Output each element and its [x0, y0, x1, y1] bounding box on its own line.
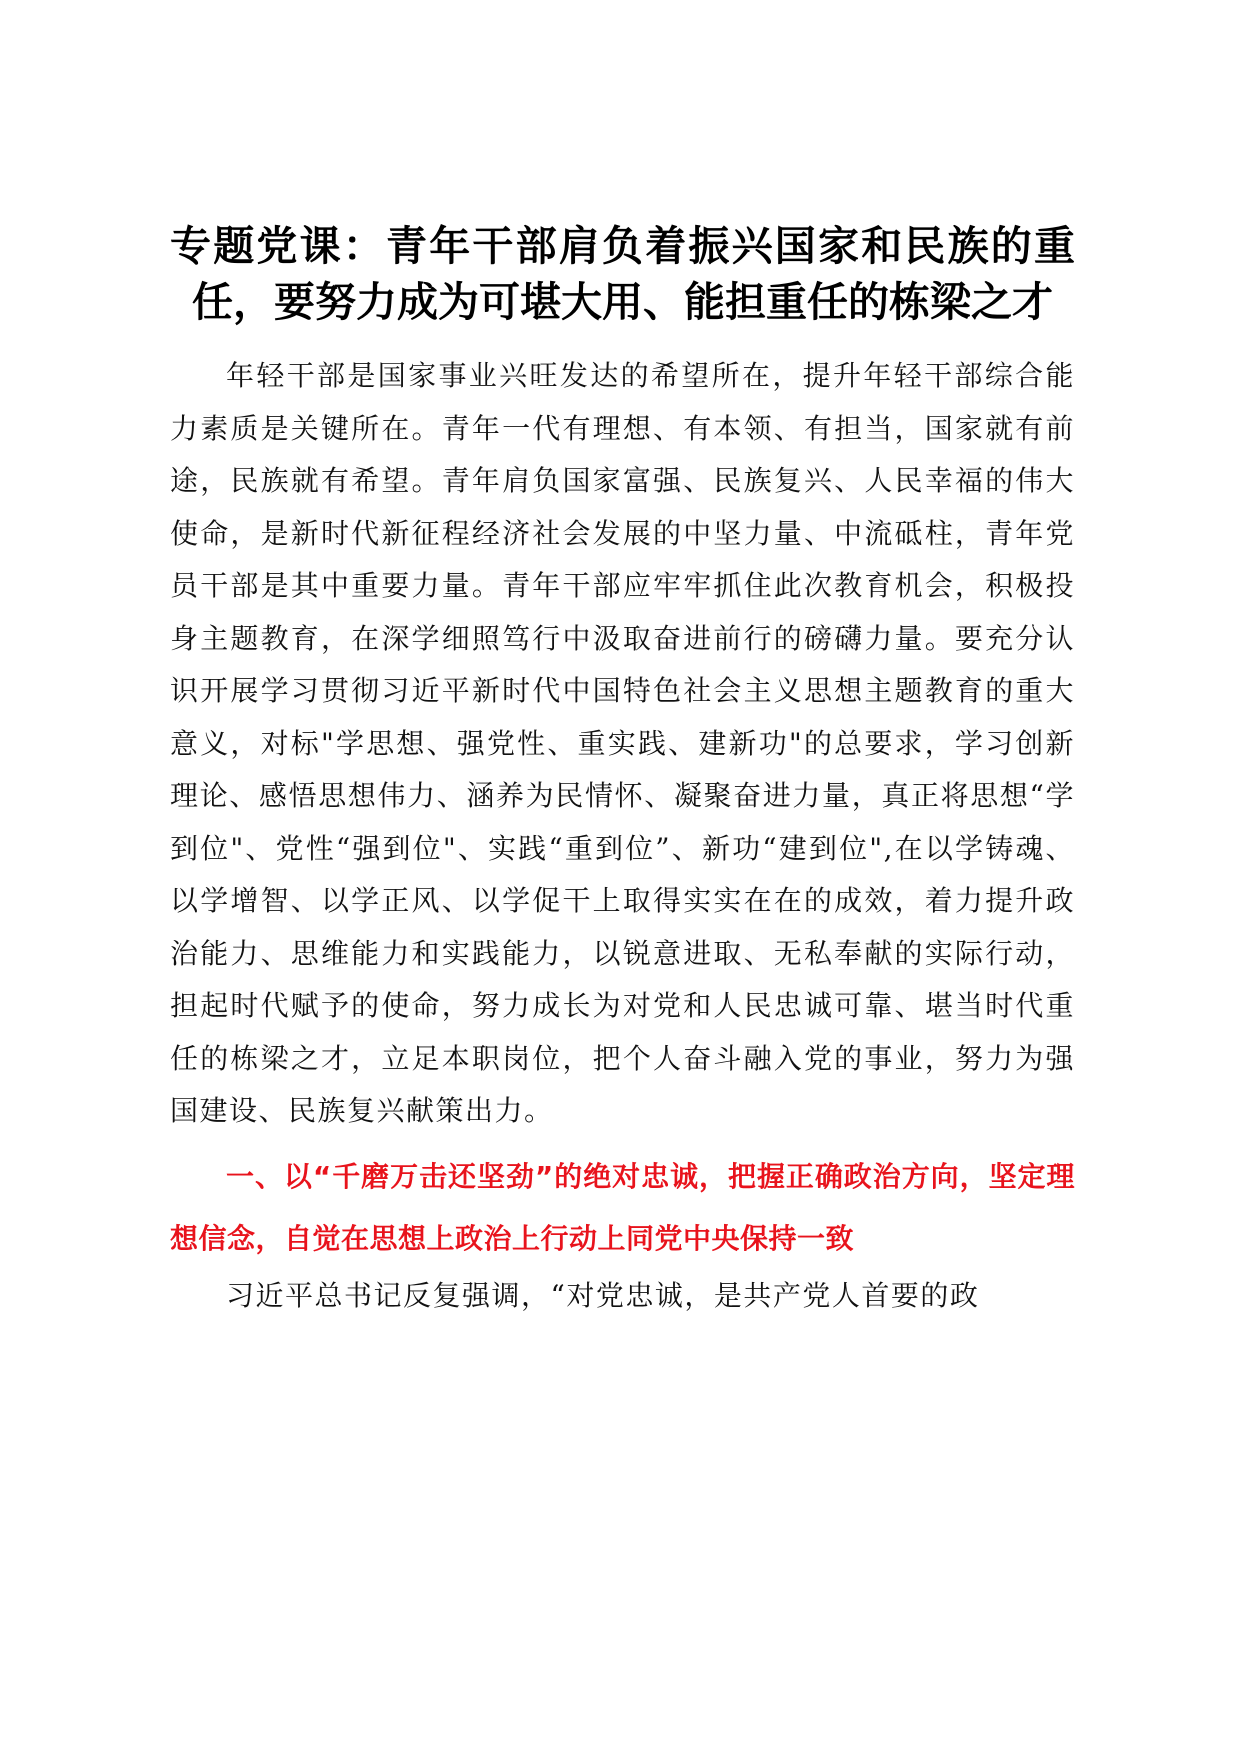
document-title: 专题党课：青年干部肩负着振兴国家和民族的重任，要努力成为可堪大用、能担重任的栋梁之才 [170, 222, 1075, 326]
body-paragraph-1: 年轻干部是国家事业兴旺发达的希望所在，提升年轻干部综合能力素质是关键所在。青年一代有理想、有本领、有担当，国家就有前途，民族就有希望。青年肩负国家富强、民族复兴、人民幸福的伟大使命，是新时代新征程经济社会发展的中坚力量、中流砥柱，青年党员干部是其中重要力量。青年干部应牢牢抓住此次教育机会，积极投身主题教育，在深学细照笃行中汲取奋进前行的磅礴力量。要充分认识开展学习贯彻习近平新时代中国特色社会主义思想主题教育的重大意义，对标"学思想、强党性、重实践、建新功"的总要求，学习创新理论、感悟思想伟力、涵养为民情怀、凝聚奋进力量，真正将思想“学到位"、党性“强到位"、实践“重到位”、新功“建到位",在以学铸魂、以学增智、以学正风、以学促干上取得实实在在的成效，着力提升政治能力、思维能力和实践能力，以锐意进取、无私奉献的实际行动，担起时代赋予的使命，努力成长为对党和人民忠诚可靠、堪当时代重任的栋梁之才，立足本职岗位，把个人奋斗融入党的事业，努力为强国建设、民族复兴献策出力。 [170, 359, 1075, 1127]
document-content [170, 218, 1075, 1322]
body-paragraph-2: 习近平总书记反复强调，“对党忠诚，是共产党人首要的政 [226, 1278, 980, 1312]
section-heading-1: 一、以“千磨万击还坚劲”的绝对忠诚，把握正确政治方向，坚定理想信念，自觉在思想上政治上行动上同党中央保持一致 [170, 1159, 1075, 1255]
